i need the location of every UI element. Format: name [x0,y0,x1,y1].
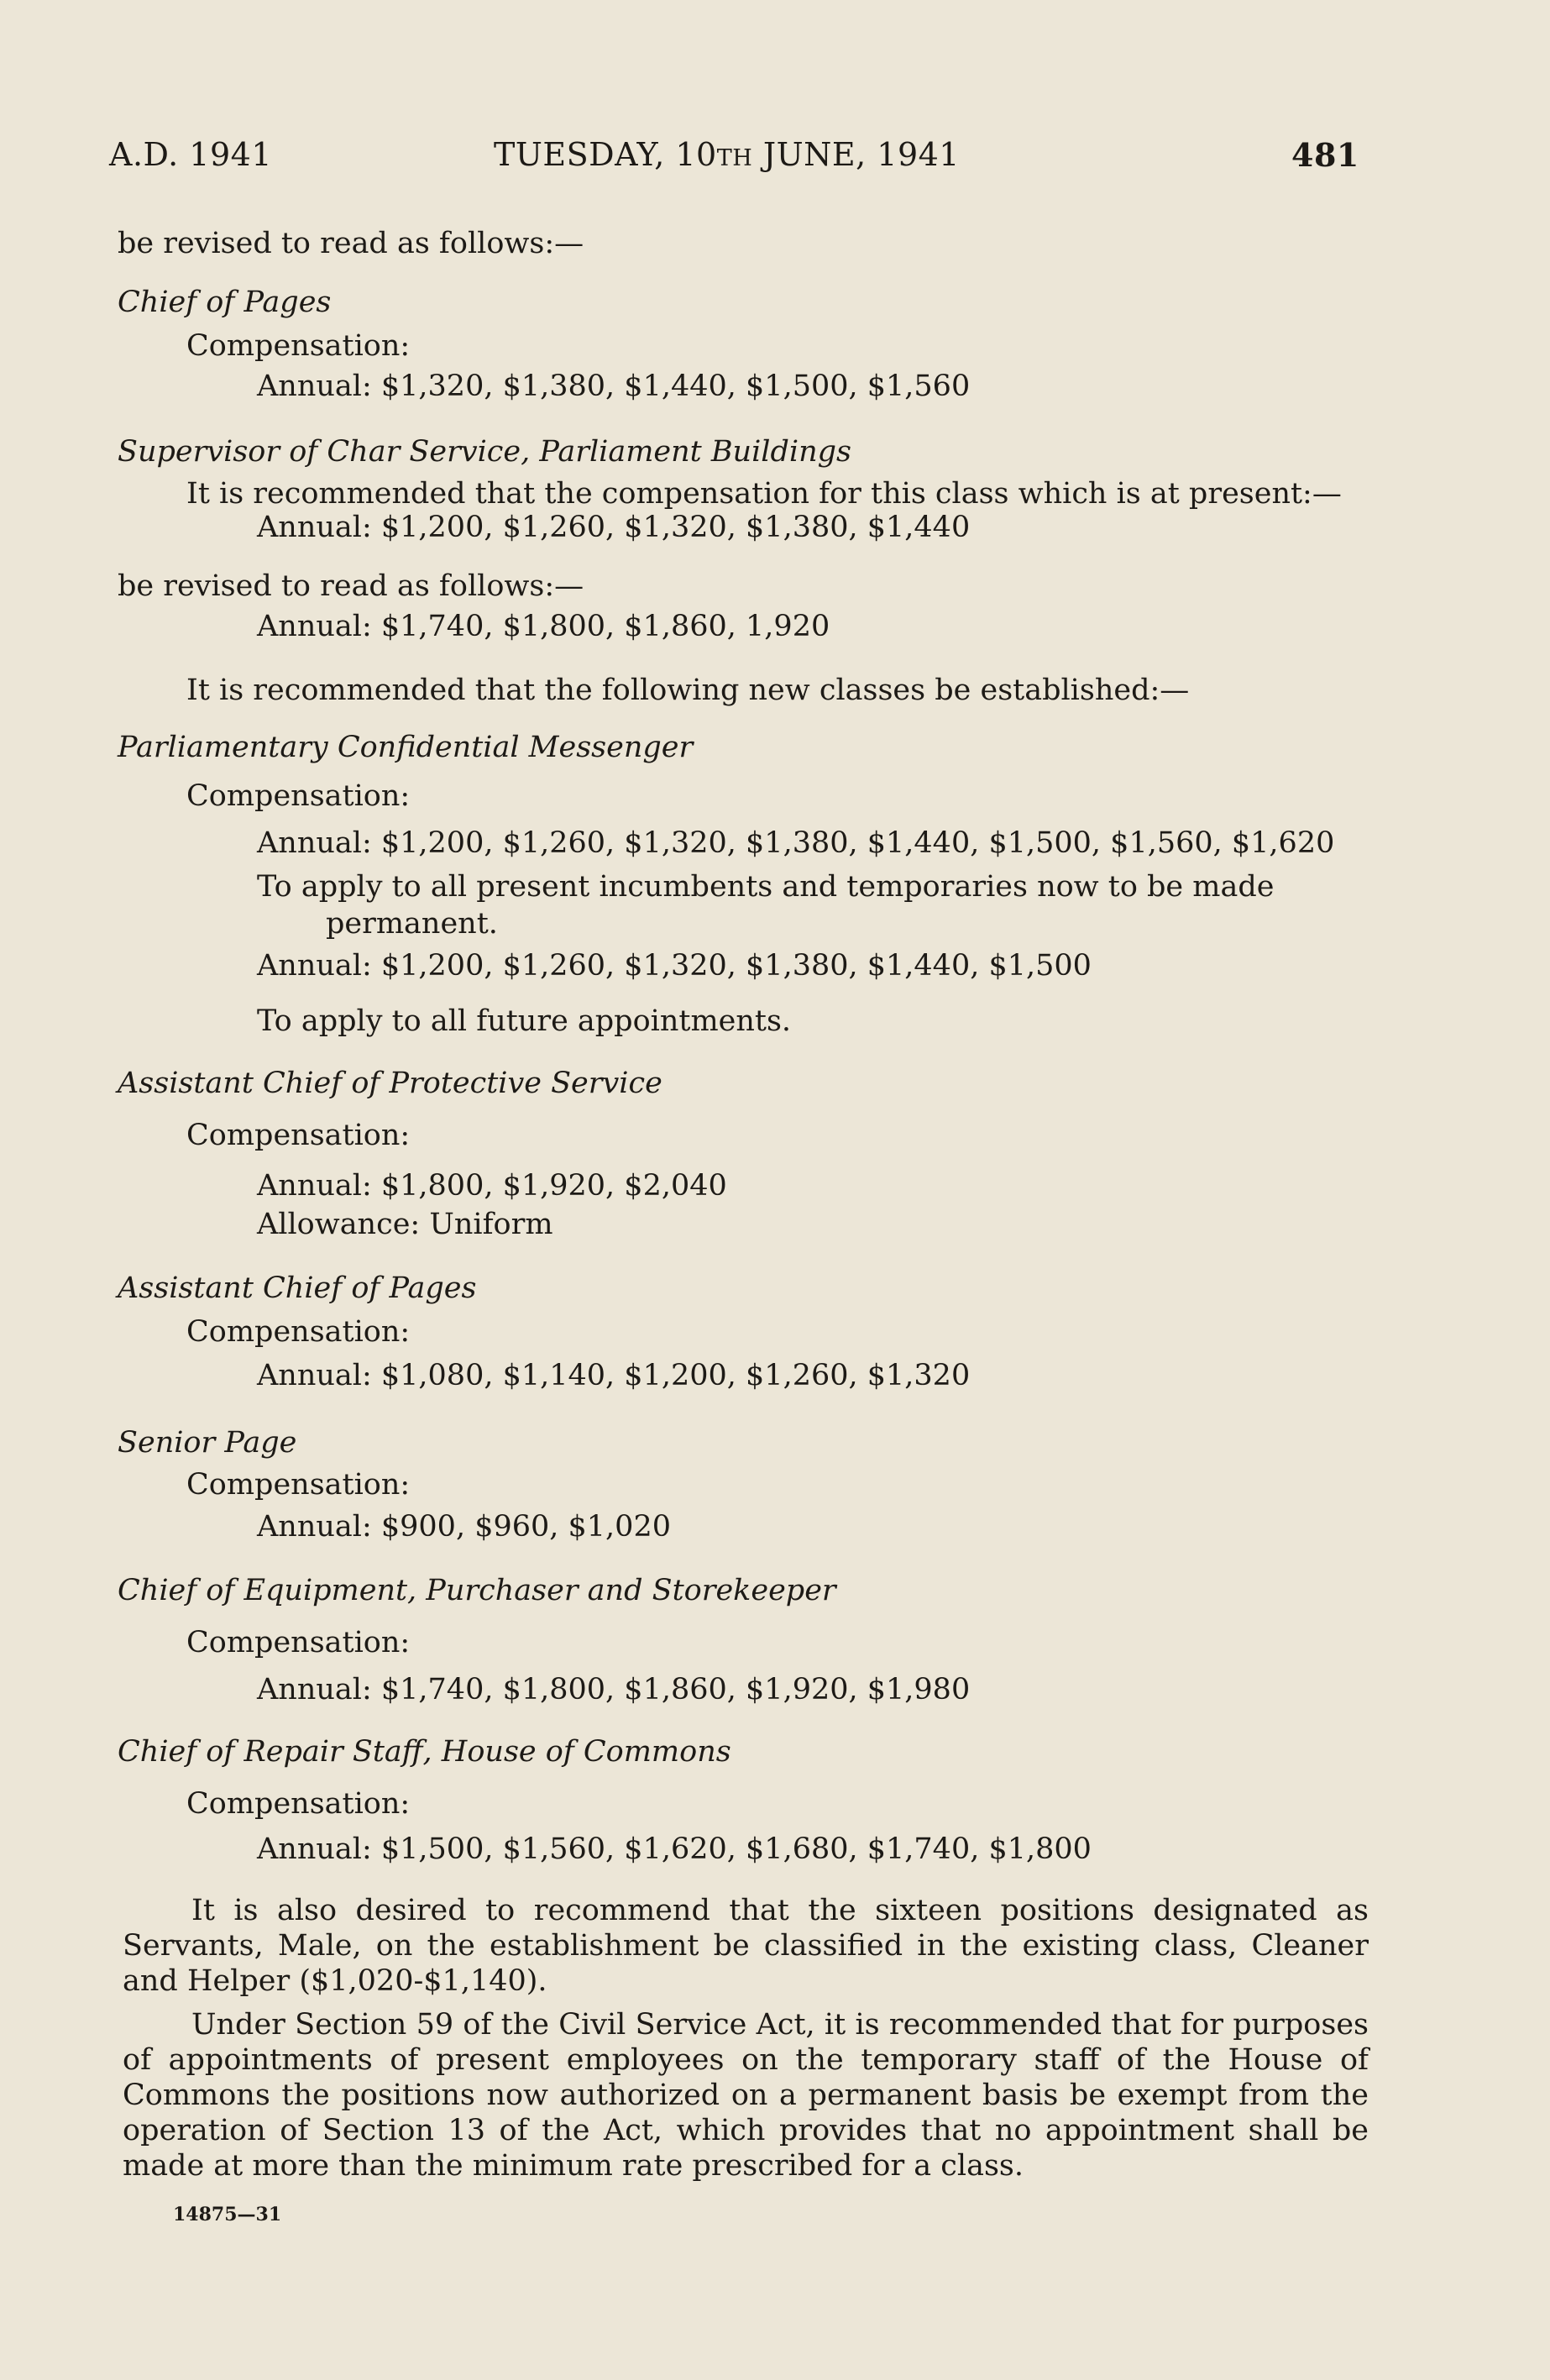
note-line: To apply to all present incumbents and temporaries now to be made [257,870,1275,904]
new-classes-line: It is recommended that the following new classes be established:— [186,674,1190,707]
class-heading-assistant-chief-of-pages: Assistant Chief of Pages [118,1271,477,1305]
class-heading-parliamentary-confidential-messenger: Parliamentary Confidential Messenger [118,731,694,764]
paragraph-section-59: Under Section 59 of the Civil Service Act, it is recommended that for purposes of appointments of present employees on the temporary staff of the House of Commons the positions now authorized on a permanent basis be exempt from the operation of Section 13 of the Act, which provides that no appointment shall be made at more than the minimum rate prescribed for a class. [123,2008,1369,2183]
compensation-label: Compensation: [186,1626,411,1659]
annual-rates: Annual: $1,500, $1,560, $1,620, $1,680, $1,740, $1,800 [257,1832,1092,1866]
annual-rates: Annual: $1,080, $1,140, $1,200, $1,260, $1,320 [257,1359,971,1392]
annual-rates: Annual: $1,740, $1,800, $1,860, $1,920, $1,980 [257,1673,971,1706]
annual-rates: Annual: $900, $960, $1,020 [257,1510,671,1544]
annual-rates: Annual: $1,800, $1,920, $2,040 [257,1169,727,1203]
printer-code: 14875—31 [173,2204,282,2225]
note-line: To apply to all future appointments. [257,1004,792,1038]
note-line-continued: permanent. [326,907,498,941]
annual-rates: Annual: $1,200, $1,260, $1,320, $1,380, $1,440, $1,500 [257,949,1092,983]
class-heading-chief-of-equipment: Chief of Equipment, Purchaser and Storekeeper [118,1574,836,1607]
class-heading-chief-of-pages: Chief of Pages [118,286,332,319]
compensation-label: Compensation: [186,1787,411,1821]
annual-rates: Annual: $1,200, $1,260, $1,320, $1,380, $1,440, $1,500, $1,560, $1,620 [257,826,1335,860]
class-heading-assistant-chief-protective-service: Assistant Chief of Protective Service [118,1067,662,1100]
running-head-date-day: TUESDAY, 10 [494,136,717,173]
allowance-line: Allowance: Uniform [257,1208,553,1241]
revised-intro-line: be revised to read as follows:— [118,569,584,603]
class-heading-chief-of-repair-staff: Chief of Repair Staff, House of Commons [118,1735,731,1769]
running-head-date-rest: JUNE, 1941 [752,136,960,173]
compensation-label: Compensation: [186,1119,411,1152]
compensation-label: Compensation: [186,1468,411,1502]
annual-rates-present: Annual: $1,200, $1,260, $1,320, $1,380, $1,440 [257,511,971,544]
running-head-date-suffix: TH [716,145,753,171]
running-head-date [494,136,960,173]
recommendation-line: It is recommended that the compensation for this class which is at present:— [186,477,1342,511]
paragraph-servants: It is also desired to recommend that the sixteen positions designated as Servants, Male, on the establishment be classified in the existing class, Cleaner and Helper ($1,020-$1,140). [123,1894,1369,1998]
intro-line: be revised to read as follows:— [118,227,584,260]
compensation-label: Compensation: [186,329,411,363]
compensation-label: Compensation: [186,1315,411,1349]
annual-rates: Annual: $1,320, $1,380, $1,440, $1,500, $1,560 [257,370,971,403]
class-heading-senior-page: Senior Page [118,1426,297,1460]
class-heading-supervisor: Supervisor of Char Service, Parliament Buildings [118,435,851,469]
compensation-label: Compensation: [186,779,411,813]
page-number: 481 [1291,136,1359,174]
running-head-year: A.D. 1941 [109,136,272,173]
annual-rates-revised: Annual: $1,740, $1,800, $1,860, 1,920 [257,610,830,643]
